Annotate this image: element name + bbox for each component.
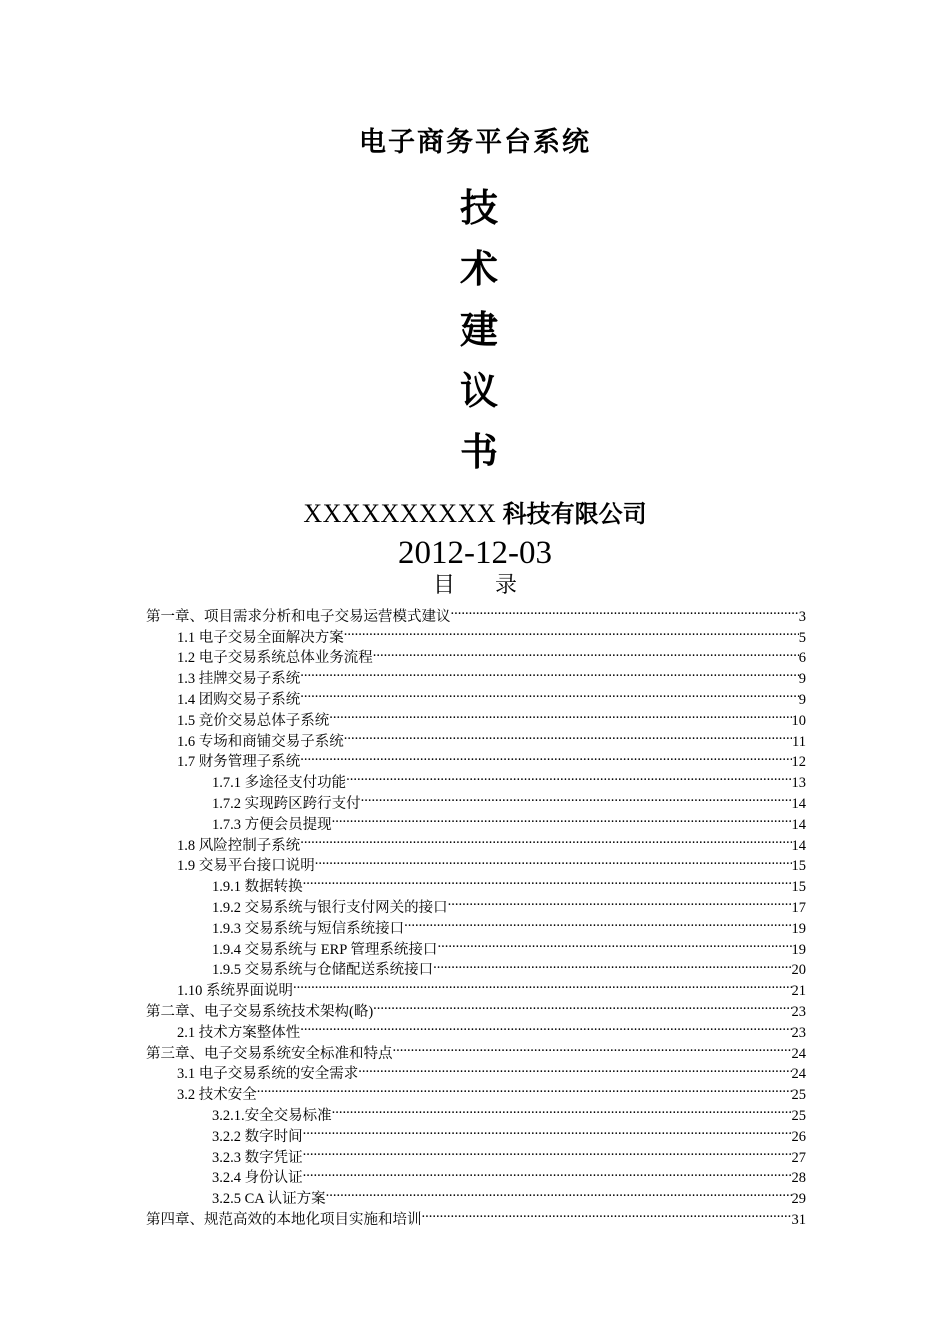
toc-dot-leader bbox=[373, 995, 791, 1016]
toc-entry-page: 25 bbox=[791, 1107, 806, 1124]
toc-dot-leader bbox=[344, 621, 799, 642]
toc-entry-page: 10 bbox=[791, 712, 806, 729]
toc-dot-leader bbox=[437, 933, 791, 954]
toc-entry-page: 24 bbox=[791, 1066, 806, 1083]
toc-entry-page: 27 bbox=[791, 1149, 806, 1166]
toc-dot-leader bbox=[422, 1203, 792, 1224]
toc-entry-title: 1.7.2 实现跨区跨行支付 bbox=[212, 795, 361, 812]
toc-entry-title: 3.2.2 数字时间 bbox=[212, 1128, 303, 1145]
toc-entry-page: 29 bbox=[791, 1191, 806, 1208]
toc-dot-leader bbox=[358, 1058, 791, 1079]
toc-entry-page: 14 bbox=[791, 837, 806, 854]
big-title-char: 技 bbox=[459, 186, 498, 230]
toc-entry-title: 3.2.1.安全交易标准 bbox=[212, 1107, 332, 1124]
big-title-column bbox=[0, 178, 950, 483]
toc-dot-leader bbox=[303, 1120, 792, 1141]
company-name bbox=[0, 496, 950, 532]
toc-entry-title: 1.7.1 多途径支付功能 bbox=[212, 775, 347, 792]
big-title-char: 议 bbox=[459, 369, 498, 413]
toc-entry-page: 6 bbox=[798, 650, 806, 667]
toc-entry-title: 第二章、电子交易系统技术架构(略) bbox=[146, 1003, 374, 1020]
toc-entry-title: 1.4 团购交易子系统 bbox=[177, 691, 301, 708]
toc-entry-page: 11 bbox=[792, 733, 806, 750]
company-name-prefix: XXXXXXXXXX bbox=[303, 499, 497, 528]
toc-entry-title: 1.7.3 方便会员提现 bbox=[212, 816, 332, 833]
toc-entry-title: 1.9.4 交易系统与 ERP 管理系统接口 bbox=[212, 941, 438, 958]
toc-entry-title: 1.9.3 交易系统与短信系统接口 bbox=[212, 920, 405, 937]
document-date: 2012-12-03 bbox=[398, 535, 552, 571]
toc-dot-leader bbox=[315, 850, 792, 871]
toc-entry-page: 26 bbox=[791, 1128, 806, 1145]
toc-dot-leader bbox=[393, 1037, 792, 1058]
toc-entry-page: 9 bbox=[798, 691, 806, 708]
toc-dot-leader bbox=[373, 642, 799, 663]
toc-entry-title: 1.6 专场和商铺交易子系统 bbox=[177, 733, 344, 750]
toc-entry-page: 14 bbox=[791, 816, 806, 833]
toc-entry-page: 15 bbox=[791, 879, 806, 896]
toc-entry-page: 24 bbox=[791, 1045, 806, 1062]
toc-entry-page: 28 bbox=[791, 1170, 806, 1187]
toc-dot-leader bbox=[300, 662, 799, 683]
toc-heading: 目录 bbox=[432, 572, 557, 597]
toc-entry-title: 1.8 风险控制子系统 bbox=[177, 837, 301, 854]
toc-entry-page: 31 bbox=[791, 1211, 806, 1228]
toc-entry-page: 5 bbox=[798, 629, 806, 646]
big-title-char: 书 bbox=[459, 430, 498, 474]
toc-entry-page: 13 bbox=[791, 775, 806, 792]
toc-entry-title: 1.10 系统界面说明 bbox=[177, 983, 293, 1000]
toc-entry-title: 1.9.5 交易系统与仓储配送系统接口 bbox=[212, 962, 434, 979]
toc-dot-leader bbox=[329, 704, 791, 725]
toc-dot-leader bbox=[303, 1141, 792, 1162]
toc-dot-leader bbox=[404, 912, 791, 933]
toc-dot-leader bbox=[293, 974, 792, 995]
toc-entry-title: 3.2 技术安全 bbox=[177, 1087, 257, 1104]
toc-entry-title: 3.2.4 身份认证 bbox=[212, 1170, 303, 1187]
toc-entry-title: 1.5 竞价交易总体子系统 bbox=[177, 712, 330, 729]
toc-entry-page: 14 bbox=[791, 795, 806, 812]
big-title-char: 术 bbox=[459, 247, 498, 291]
toc-dot-leader bbox=[300, 1016, 791, 1037]
toc-entry-title: 1.2 电子交易系统总体业务流程 bbox=[177, 650, 373, 667]
toc-dot-leader bbox=[332, 808, 792, 829]
company-name-suffix: 科技有限公司 bbox=[502, 500, 647, 528]
toc-entry-title: 3.2.5 CA 认证方案 bbox=[212, 1191, 326, 1208]
big-title-char: 建 bbox=[459, 308, 498, 352]
toc-entry-title: 1.1 电子交易全面解决方案 bbox=[177, 629, 344, 646]
document-title: 电子商务平台系统 bbox=[359, 127, 591, 158]
toc-entry-title: 2.1 技术方案整体性 bbox=[177, 1024, 301, 1041]
toc-entry-page: 23 bbox=[791, 1024, 806, 1041]
toc-entry-page: 21 bbox=[791, 983, 806, 1000]
toc-entry-page: 19 bbox=[791, 941, 806, 958]
toc-entry-page: 17 bbox=[791, 899, 806, 916]
toc-entry-title: 第三章、电子交易系统安全标准和特点 bbox=[146, 1045, 393, 1062]
toc-dot-leader bbox=[257, 1078, 792, 1099]
toc-entry-title: 第四章、规范高效的本地化项目实施和培训 bbox=[146, 1211, 422, 1228]
toc-entry-title: 1.7 财务管理子系统 bbox=[177, 754, 301, 771]
toc-entry-title: 1.9.2 交易系统与银行支付网关的接口 bbox=[212, 899, 448, 916]
toc-entry-page: 15 bbox=[791, 858, 806, 875]
toc-dot-leader bbox=[344, 725, 792, 746]
toc-entry-title: 3.1 电子交易系统的安全需求 bbox=[177, 1066, 359, 1083]
toc-entry[interactable] bbox=[146, 600, 806, 625]
toc-entry-page: 12 bbox=[791, 754, 806, 771]
toc-entry-title: 1.3 挂牌交易子系统 bbox=[177, 671, 301, 688]
toc-entry-title: 第一章、项目需求分析和电子交易运营模式建议 bbox=[146, 608, 451, 625]
toc-dot-leader bbox=[332, 1099, 792, 1120]
toc-dot-leader bbox=[303, 870, 792, 891]
toc-dot-leader bbox=[326, 1182, 792, 1203]
toc-entry-title: 1.9 交易平台接口说明 bbox=[177, 858, 315, 875]
toc-entry-page: 3 bbox=[798, 608, 806, 625]
toc-dot-leader bbox=[361, 787, 792, 808]
toc-dot-leader bbox=[346, 766, 791, 787]
toc-dot-leader bbox=[300, 746, 791, 767]
toc-dot-leader bbox=[433, 954, 791, 975]
toc-entry-title: 1.9.1 数据转换 bbox=[212, 879, 303, 896]
toc-entry-page: 20 bbox=[791, 962, 806, 979]
toc-entry-title: 3.2.3 数字凭证 bbox=[212, 1149, 303, 1166]
toc-dot-leader bbox=[448, 891, 792, 912]
toc-dot-leader bbox=[300, 683, 799, 704]
toc-entry-page: 25 bbox=[791, 1087, 806, 1104]
toc-entry-page: 23 bbox=[791, 1003, 806, 1020]
toc-entry-page: 9 bbox=[798, 671, 806, 688]
toc-dot-leader bbox=[303, 1162, 792, 1183]
toc-dot-leader bbox=[451, 600, 799, 621]
toc-entry-page: 19 bbox=[791, 920, 806, 937]
toc-dot-leader bbox=[300, 829, 791, 850]
table-of-contents bbox=[146, 600, 806, 1228]
